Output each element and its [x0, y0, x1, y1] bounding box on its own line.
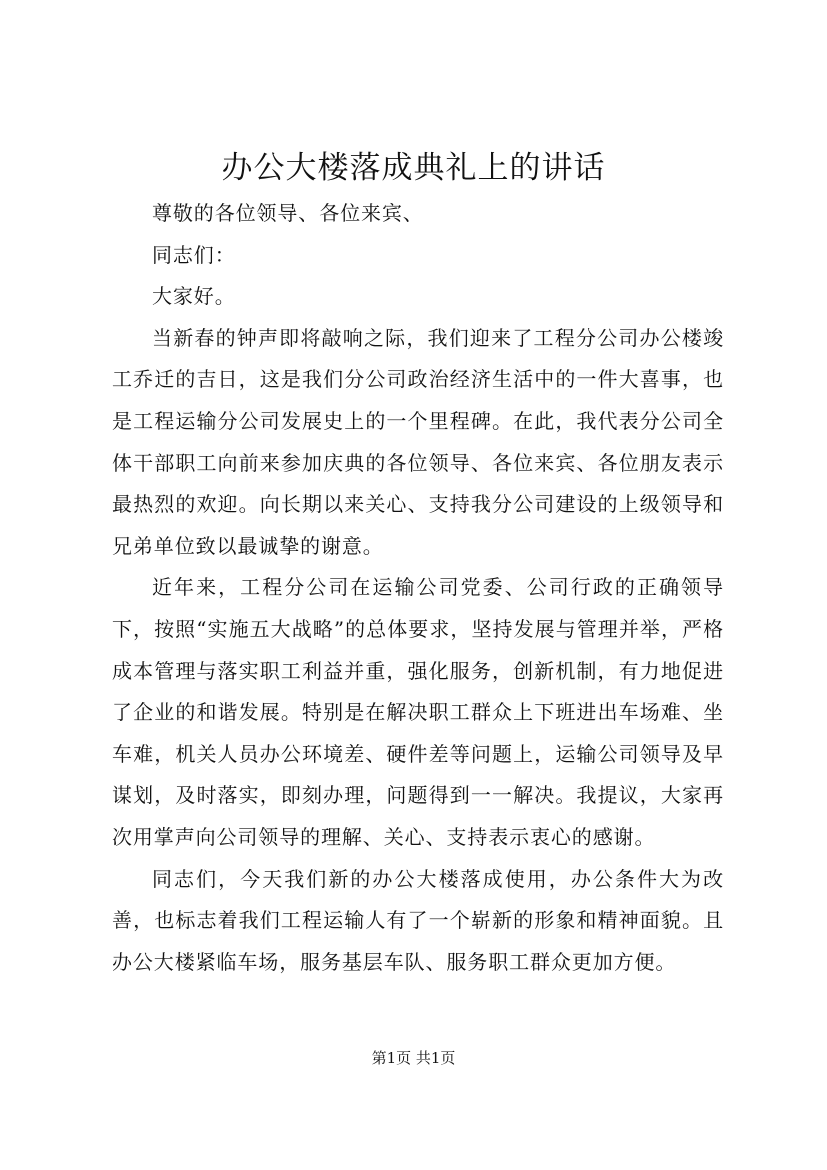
document-title: 办公大楼落成典礼上的讲话 — [221, 150, 606, 186]
body-paragraph: 近年来，工程分公司在运输公司党委、公司行政的正确领导下，按照“实施五大战略”的总体要求，坚持发展与管理并举，严格成本管理与落实职工利益并重，强化服务，创新机制，有力地促进了企业的和谐发展。特别是在解决职工群众上下班进出车场难、坐车难，机关人员办公环境差、硬件差等问题上，运输公司领导及早谋划，及时落实，即刻办理，问题得到一一解决。我提议，大家再次用掌声向公司领导的理解、关心、支持表示衷心的感谢。 — [112, 575, 724, 849]
body-paragraph: 当新春的钟声即将敲响之际，我们迎来了工程分公司办公楼竣工乔迁的吉日，这是我们分公司政治经济生活中的一件大喜事，也是工程运输分公司发展史上的一个里程碑。在此，我代表分公司全体干部职工向前来参加庆典的各位领导、各位来宾、各位朋友表示最热烈的欢迎。向长期以来关心、支持我分公司建设的上级领导和兄弟单位致以最诚挚的谢意。 — [112, 325, 724, 558]
salutation-line: 同志们： — [152, 242, 236, 267]
document-body — [112, 193, 724, 983]
body-paragraph: 同志们，今天我们新的办公大楼落成使用，办公条件大为改善，也标志着我们工程运输人有了一个崭新的形象和精神面貌。且办公大楼紧临车场，服务基层车队、服务职工群众更加方便。 — [112, 866, 724, 974]
salutation-line: 尊敬的各位领导、各位来宾、 — [152, 201, 424, 225]
page-number-footer: 第1页 共1页 — [371, 1049, 456, 1067]
greeting-line: 大家好。 — [152, 284, 236, 309]
